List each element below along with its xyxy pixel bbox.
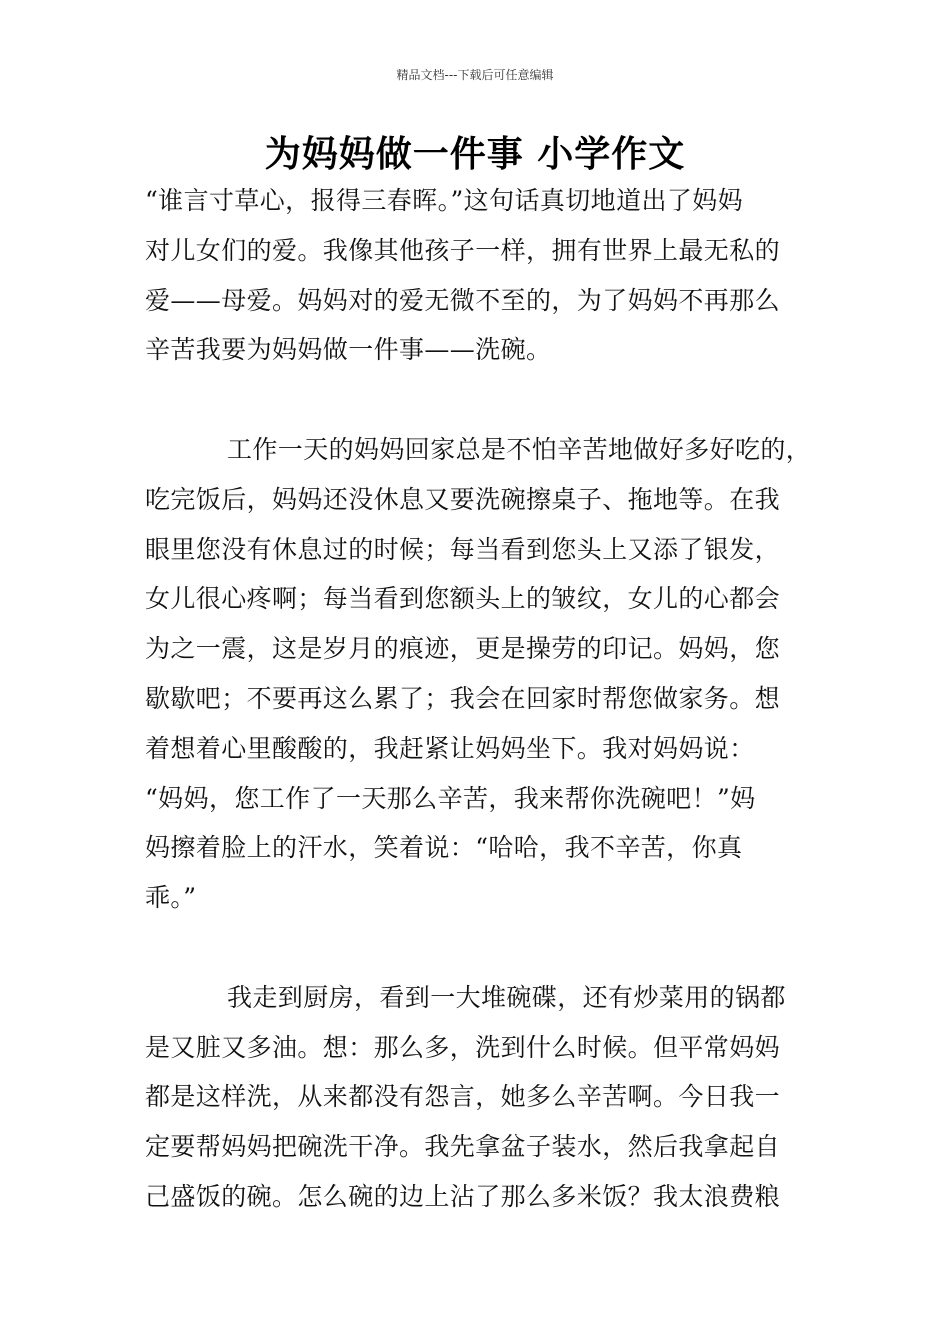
paragraph-2: [145, 425, 812, 923]
text-line: “妈妈，您工作了一天那么辛苦，我来帮你洗碗吧！”妈: [145, 783, 756, 813]
paragraph-spacer: [145, 923, 809, 973]
text-line: 着想着心里酸酸的，我赶紧让妈妈坐下。我对妈妈说：: [145, 733, 755, 763]
text-line: 对儿女们的爱。我像其他孩子一样，拥有世界上最无私的: [145, 235, 781, 265]
text-line: “谁言寸草心，报得三春晖。”这句话真切地道出了妈妈: [145, 186, 744, 215]
text-line: 是又脏又多油。想：那么多，洗到什么时候。但平常妈妈: [145, 1032, 781, 1062]
paragraph-3: [145, 973, 809, 1222]
text-line: 妈擦着脸上的汗水，笑着说：“哈哈，我不辛苦，你真: [145, 833, 743, 863]
document-title: 为妈妈做一件事 小学作文: [264, 134, 686, 175]
text-line: 为之一震，这是岁月的痕迹，更是操劳的印记。妈妈，您: [145, 634, 781, 664]
text-line: 吃完饭后，妈妈还没休息又要洗碗擦桌子、拖地等。在我: [145, 484, 781, 514]
page-header: 精品文档---下载后可任意编辑: [396, 68, 554, 82]
text-line: 定要帮妈妈把碗洗干净。我先拿盆子装水，然后我拿起自: [145, 1132, 781, 1162]
text-line: 眼里您没有休息过的时候；每当看到您头上又添了银发，: [145, 534, 781, 564]
paragraph-1: [145, 176, 809, 375]
text-line: 都是这样洗，从来都没有怨言，她多么辛苦啊。今日我一: [145, 1082, 781, 1112]
text-line: 工作一天的妈妈回家总是不怕辛苦地做好多好吃的，: [227, 434, 812, 464]
text-line: 女儿很心疼啊；每当看到您额头上的皱纹，女儿的心都会: [145, 584, 781, 614]
paragraph-spacer: [145, 375, 809, 425]
text-line: 歇歇吧；不要再这么累了；我会在回家时帮您做家务。想: [145, 683, 781, 713]
text-line: 爱——母爱。妈妈对的爱无微不至的，为了妈妈不再那么: [145, 285, 781, 315]
text-line: 辛苦我要为妈妈做一件事——洗碗。: [145, 335, 552, 365]
text-line: 己盛饭的碗。怎么碗的边上沾了那么多米饭？我太浪费粮: [145, 1181, 781, 1211]
text-line: 乖。”: [145, 883, 197, 913]
text-line: 我走到厨房，看到一大堆碗碟，还有炒菜用的锅都: [227, 982, 786, 1012]
document-body: [145, 176, 812, 1222]
